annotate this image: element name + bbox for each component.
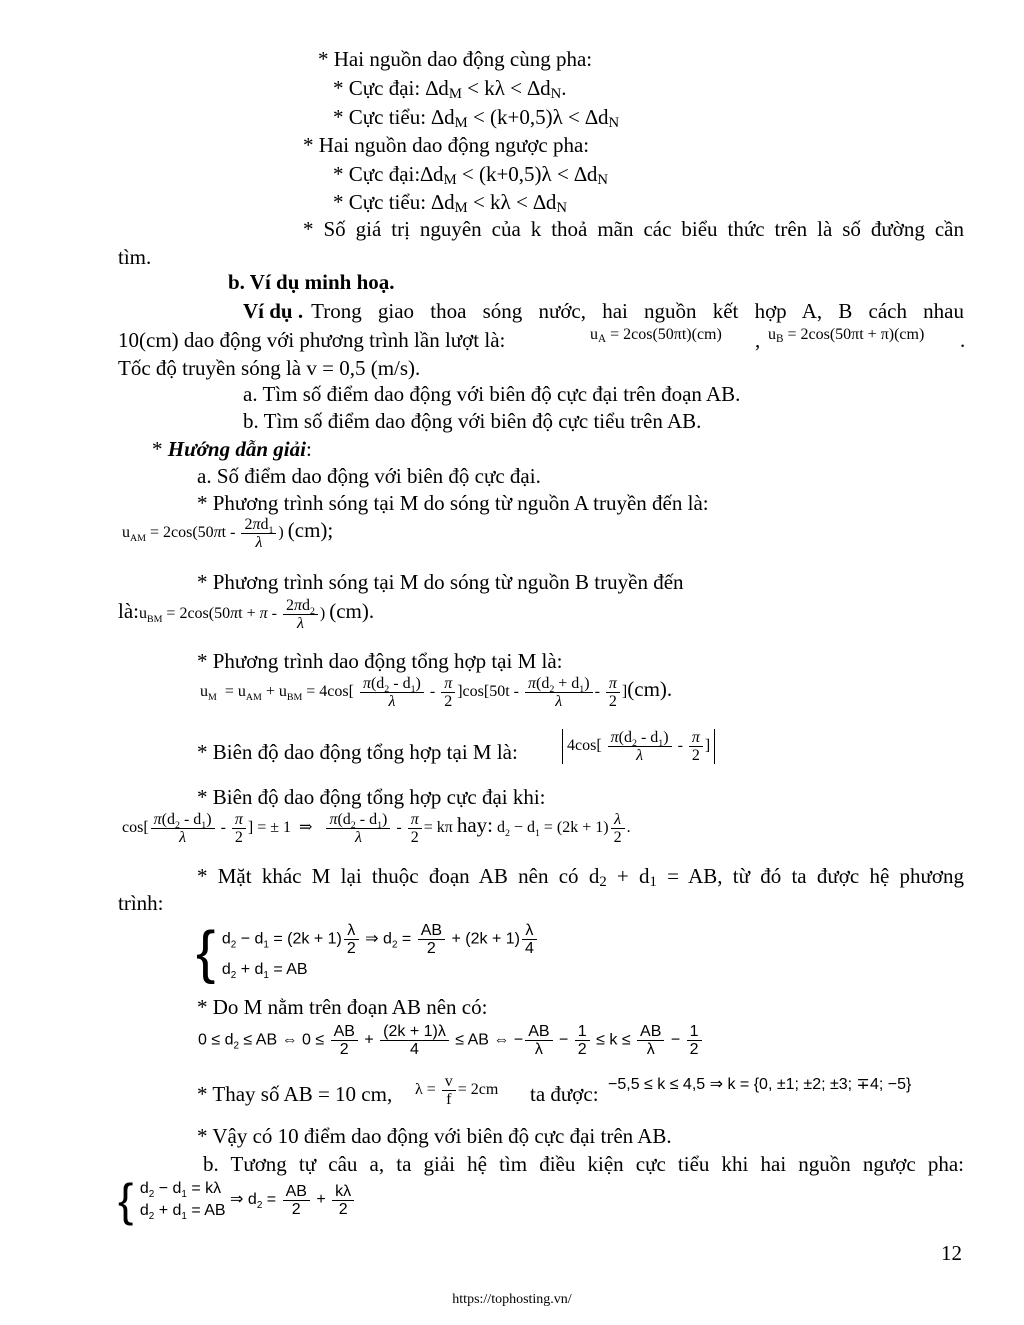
- equation-uBM: $là:u_{BM} = 2\cos(50\pi t + \pi$ - $\frac{2\pi d_2}{\lambda}$ ) (cm).: [118, 597, 375, 632]
- hay-word: hay:: [456, 813, 493, 838]
- equation-uB: $u_B = 2\cos(50\pi t + \pi)(cm)$: [768, 326, 925, 345]
- system-equations-max: { $d_2 - d_1 = (2k + 1)$ $\frac{\lambda}{2}$ ⇒ $d_2$ = $\frac{AB}{2}$ + (2k + 1) $\frac{\lambda}{4}$ $d_2 + d_1$ = AB: [196, 922, 539, 983]
- la-prefix: là:: [118, 599, 139, 624]
- equations-intro-text: 10(cm) dao động với phương trình lần lượt là:: [118, 328, 506, 352]
- page-number: 12: [941, 1241, 962, 1265]
- line-opposite-phase-max: * Cực $đại:\Delta d_M < (k+0,5)\lambda < \Delta d_N$: [333, 162, 609, 188]
- line-tim: tìm.: [118, 245, 152, 269]
- solution-heading: * Hướng dẫn giải:: [152, 437, 312, 461]
- equation-uA: $u_A = 2\cos(50\pi t)(cm)$: [590, 326, 722, 345]
- solution-star: *: [152, 437, 163, 461]
- solution-a: a. Số điểm dao động với biên độ cực đại.: [197, 464, 541, 488]
- line-M-segment: * Do M nằm trên đoạn AB nên có:: [197, 995, 488, 1019]
- equation-k-values: −5,5 ≤ k ≤ 4,5 ⇒ k = {0, ±1; ±2; ±3; ∓4; −5}: [608, 1076, 912, 1093]
- period: .: [960, 328, 966, 352]
- comma: ,: [755, 328, 761, 352]
- line-same-phase-min: * Cực tiểu: $\Delta d_M < (k+0,5)\lambda < \Delta d_N$: [333, 105, 620, 131]
- system-equations-min: { $d_2 - d_1 = k\lambda$ $d_2 + d_1$ = AB ⇒ $d_2$ = $\frac{AB}{2}$ + $\frac{k\lambda}{2}$: [118, 1177, 356, 1223]
- equation-amplitude: 4cos[ $\frac{\pi(d_2 - d_1)}{\lambda}$ - $\frac{\pi}{2}$ ]: [562, 729, 715, 764]
- line-same-phase: * Hai nguồn dao động cùng pha:: [318, 47, 593, 71]
- line-opposite-phase: * Hai nguồn dao động ngược pha:: [303, 133, 590, 157]
- question-b: b. Tìm số điểm dao động với biên độ cực tiểu trên AB.: [243, 409, 702, 433]
- line-substitute-result-label: ta được:: [530, 1082, 599, 1106]
- line-M-on-AB: * Mặt khác M lại thuộc đoạn AB nên có $d_2 + d_1$ = AB, từ đó ta được hệ phương: [197, 864, 965, 890]
- section-heading-example: b. Ví dụ minh hoạ.: [228, 270, 395, 294]
- line-substitute: * Thay số AB = 10 cm,: [197, 1082, 393, 1106]
- footer-url[interactable]: https://tophosting.vn/: [452, 1292, 572, 1307]
- equation-lambda: λ = $\frac{v}{f}$ = 2cm: [415, 1073, 499, 1108]
- example-label: Ví dụ .: [243, 299, 304, 323]
- solution-heading-text: Hướng dẫn giải: [167, 437, 306, 461]
- equation-max-condition: cos[ $\frac{\pi(d_2 - d_1)}{\lambda}$ - $\frac{\pi}{2}$ ] = ± 1 ⇒ $\frac{\pi(d_2 - d_1)}{\lambda}$ - $\frac{\pi}{2}$ = kπ hay: $d_2 - d_1 = (2k + 1)$ $\frac{\lambda}{2}$ .: [122, 811, 631, 846]
- line-same-phase-max: * Cực đại: $\Delta d_M < k\lambda < \Delta d_N$.: [333, 76, 567, 102]
- question-a: a. Tìm số điểm dao động với biên độ cực đại trên đoạn AB.: [243, 382, 741, 406]
- line-solution-b: b. Tương tự câu a, ta giải hệ tìm điều kiện cực tiểu khi hai nguồn ngược pha:: [203, 1152, 964, 1176]
- line-wave-speed: Tốc độ truyền sóng là v = 0,5 (m/s).: [118, 356, 421, 380]
- equation-uAM: $u_{AM} = 2\cos(50\pi t$ - $\frac{2\pi d_1}{\lambda}$ ) (cm);: [122, 516, 334, 551]
- line-opposite-phase-min: * Cực tiểu: $\Delta d_M < k\lambda < \Delta d_N$: [333, 190, 568, 216]
- line-equations-intro: [118, 328, 505, 352]
- line-max-condition: * Biên độ dao động tổng hợp cực đại khi:: [197, 785, 546, 809]
- line-trinh: trình:: [118, 891, 164, 915]
- line-conclusion-a: * Vậy có 10 điểm dao động với biên độ cực đại trên AB.: [197, 1124, 672, 1148]
- line-wave-from-B: * Phương trình sóng tại M do sóng từ nguồn B truyền đến: [197, 570, 684, 594]
- line-total-oscillation: * Phương trình dao động tổng hợp tại M là:: [197, 649, 563, 673]
- line-example-intro: [243, 299, 964, 323]
- equation-uM: $u_M = u_{AM} + u_{BM} = 4\cos$[ $\frac{\pi(d_2 - d_1)}{\lambda}$ - $\frac{\pi}{2}$ ]cos[50t - $\frac{\pi(d_2 + d_1)}{\lambda}$ - $\frac{\pi}{2}$ ](cm).: [200, 675, 673, 710]
- equation-inequality: $0 \le d_2$ ≤ AB ⇔ 0 ≤ $\frac{AB}{2}$ + $\frac{(2k + 1)\lambda}{4}$ ≤ AB ⇔ − $\frac{AB}{\lambda}$ − $\frac{1}{2}$ ≤ k ≤ $\frac{AB}{\lambda}$ − $\frac{1}{2}$: [198, 1023, 704, 1058]
- line-count-k: * Số giá trị nguyên của k thoả mãn các biểu thức trên là số đường cần: [303, 217, 964, 241]
- example-text: Trong giao thoa sóng nước, hai nguồn kết hợp A, B cách nhau: [311, 299, 964, 323]
- line-wave-from-A: * Phương trình sóng tại M do sóng từ nguồn A truyền đến là:: [197, 491, 709, 515]
- line-amplitude: * Biên độ dao động tổng hợp tại M là:: [197, 740, 518, 764]
